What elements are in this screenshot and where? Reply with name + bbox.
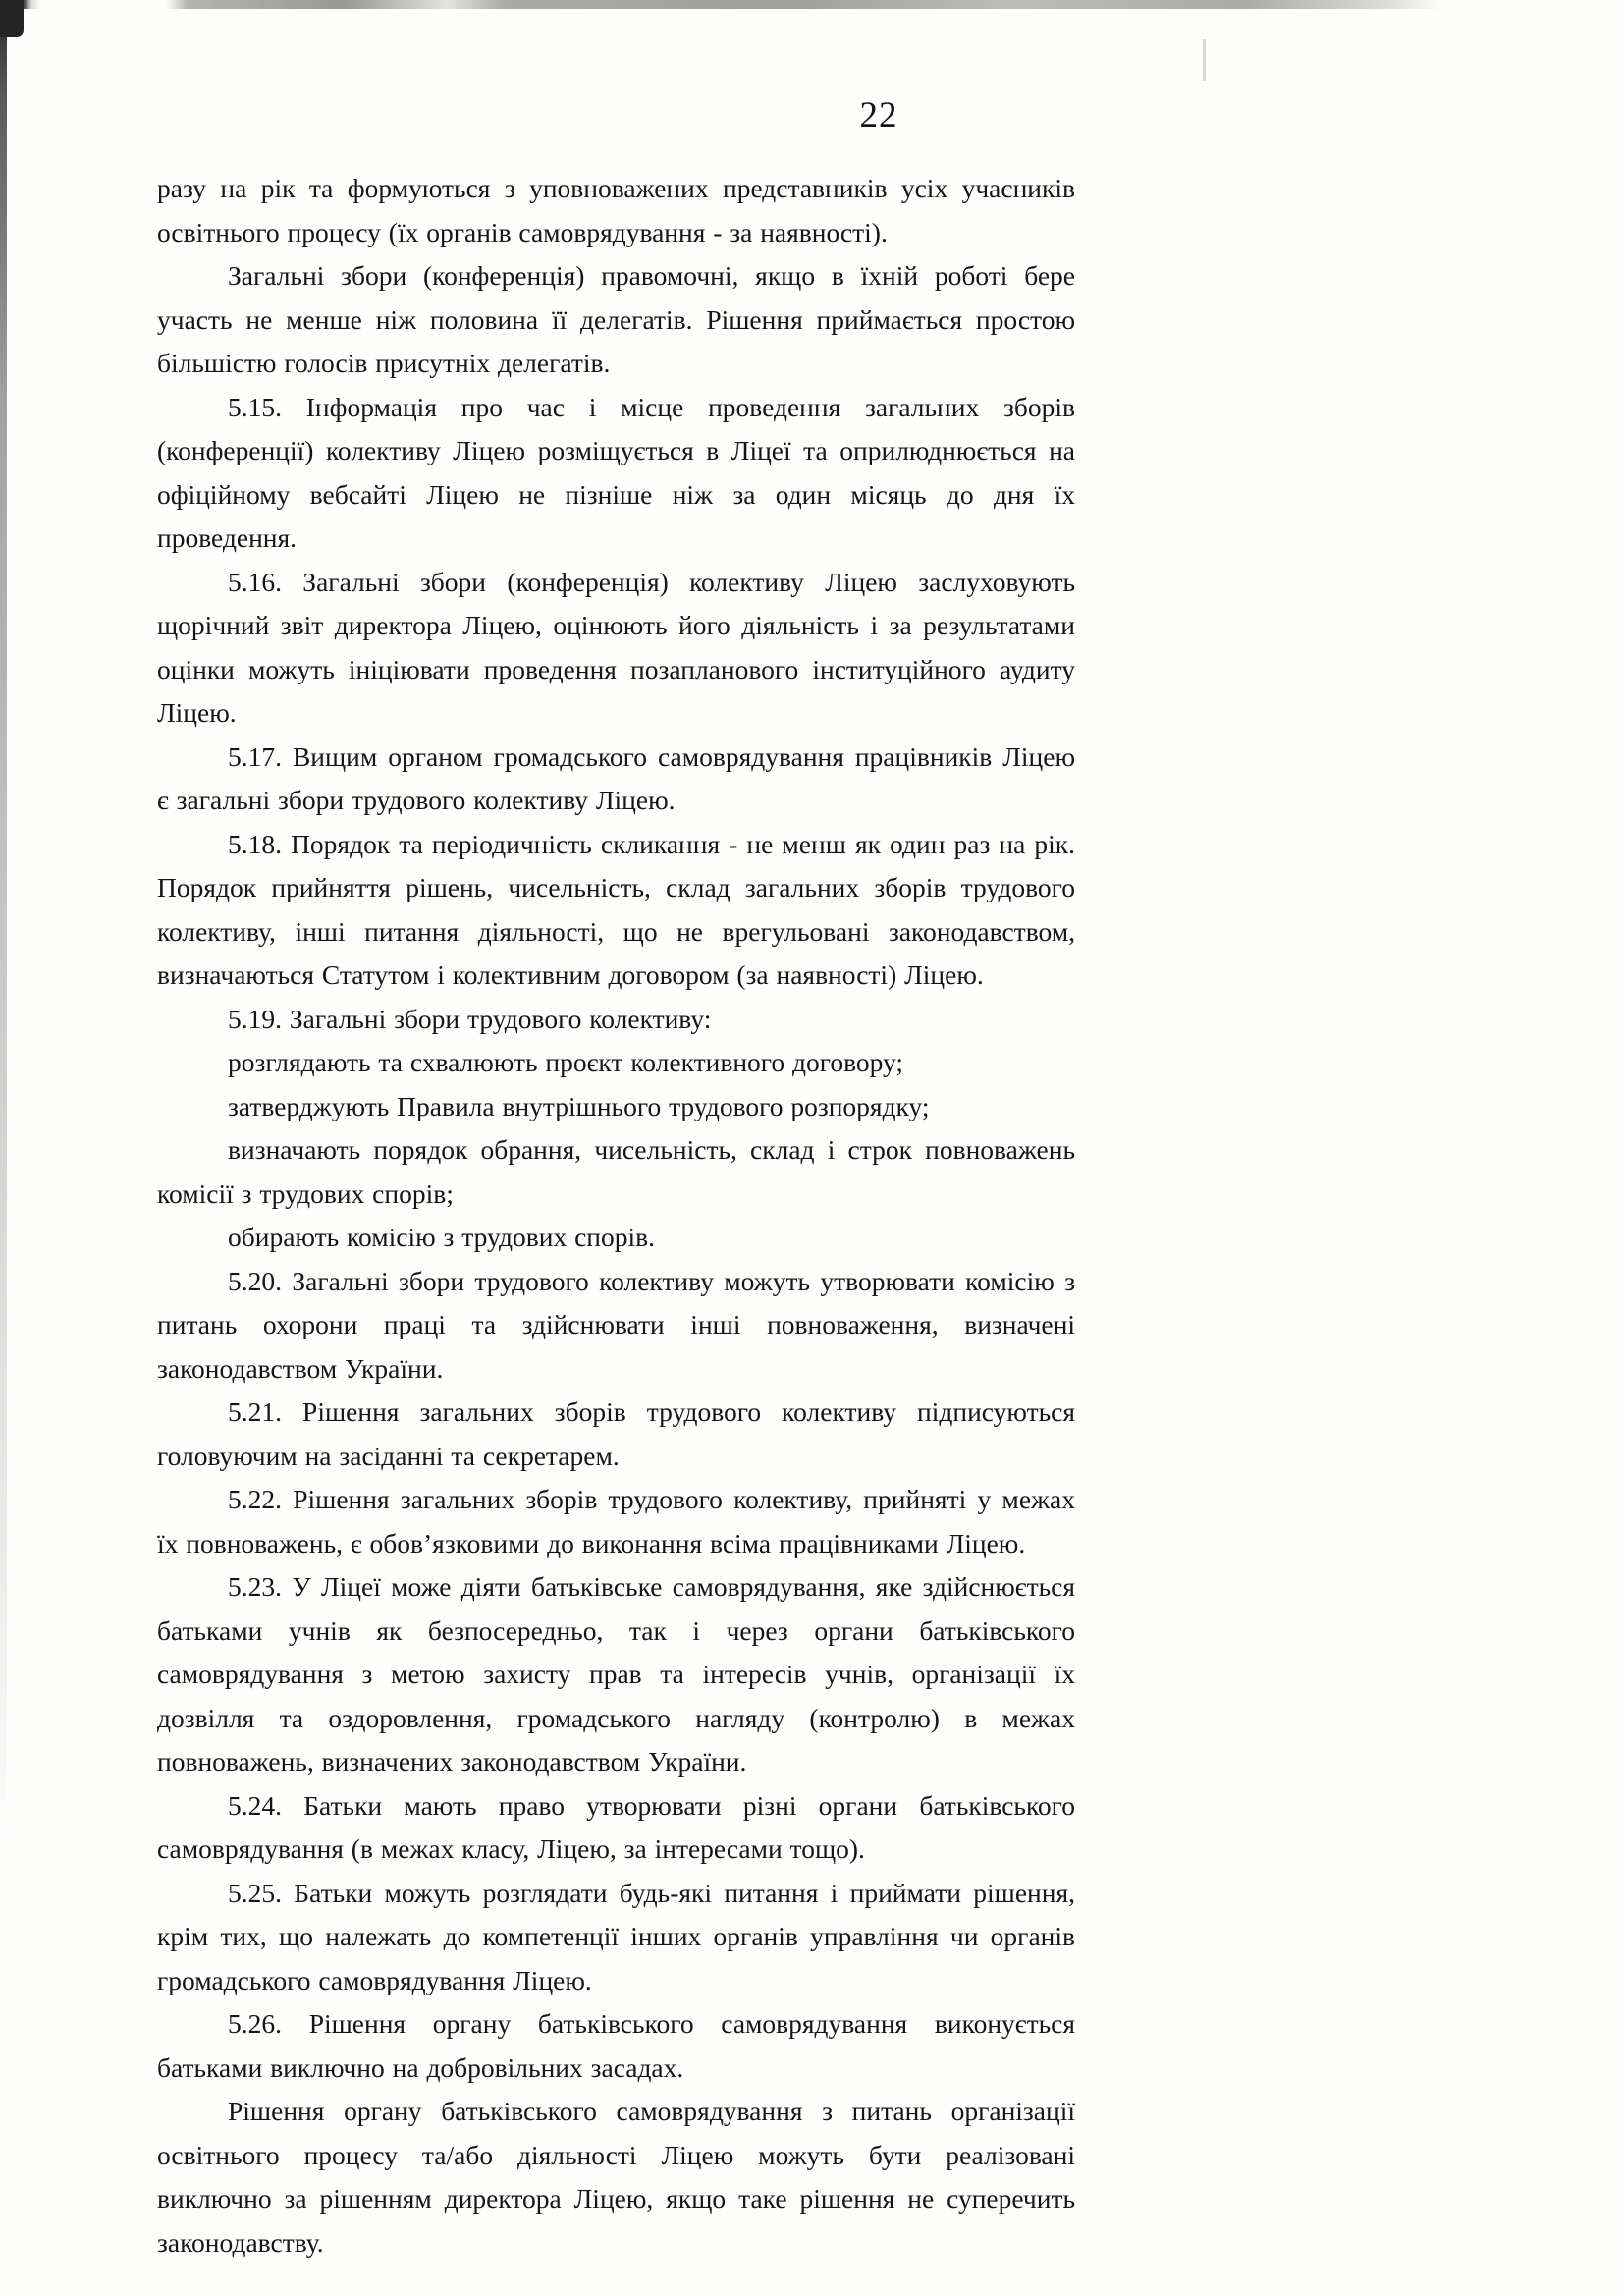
paragraph-5-21: 5.21. Рішення загальних зборів трудового колективу підписуються головуючим на засіданні та секретарем.	[157, 1396, 1075, 1471]
paragraph-5-24: 5.24. Батьки мають право утворювати різні органи батьківського самоврядування (в межах класу, Ліцею, за інтересами тощо).	[157, 1789, 1075, 1864]
paragraph-5-16: 5.16. Загальні збори (конференція) колективу Ліцею заслуховують щорічний звіт директора Ліцею, оцінюють його діяльність і за результатами оцінки можуть ініціювати проведення позапланового інституційного аудиту Ліцею.	[157, 566, 1075, 728]
paragraph-5-18: 5.18. Порядок та періодичність скликання - не менш як один раз на рік. Порядок прийняття рішень, чисельність, склад загальних зборів трудового колективу, інші питання діяльності, що не врегульовані законодавством, визначаються Статутом і колективним договором (за наявності) Ліцею.	[157, 828, 1075, 990]
paragraph-continuation: разу на рік та формуються з уповноважених представників усіх учасників освітнього процесу (їх органів самоврядування - за наявності).	[157, 173, 1075, 247]
paragraph-5-26: 5.26. Рішення органу батьківського самоврядування виконується батьками виключно на добровільних засадах.	[157, 2008, 1075, 2083]
paragraph-5-19-item-1: розглядають та схвалюють проєкт колективного договору;	[228, 1047, 904, 1077]
paragraph-5-19-item-3: визначають порядок обрання, чисельність, склад і строк повноважень комісії з трудових спорів;	[157, 1134, 1075, 1209]
page-number: 22	[859, 95, 898, 136]
paragraph-5-25: 5.25. Батьки можуть розглядати будь-які питання і приймати рішення, крім тих, що належать до компетенції інших органів управління чи органів громадського самоврядування Ліцею.	[157, 1877, 1075, 1995]
paragraph-5-23: 5.23. У Ліцеї може діяти батьківське самоврядування, яке здійснюється батьками учнів як безпосередньо, так і через органи батьківського самоврядування з метою захисту прав та інтересів учнів, організації їх дозвілля та оздоровлення, громадського нагляду (контролю) в межах повноважень, визначених законодавством України.	[157, 1571, 1075, 1777]
scan-artifact-left-edge	[0, 0, 7, 1846]
scan-artifact-top-edge	[0, 0, 1443, 9]
paragraph-5-15: 5.15. Інформація про час і місце проведення загальних зборів (конференції) колективу Ліцею розміщується в Ліцеї та оприлюднюється на офіційному вебсайті Ліцею не пізніше ніж за один місяць до дня їх проведення.	[157, 391, 1075, 553]
paragraph-5-22: 5.22. Рішення загальних зборів трудового колективу, прийняті у межах їх повноважень, є обов’язковими до виконання всіма працівниками Ліцею.	[157, 1484, 1075, 1558]
paragraph-5-17: 5.17. Вищим органом громадського самоврядування працівників Ліцею є загальні збори трудового колективу Ліцею.	[157, 740, 1075, 815]
paragraph-5-19-item-2: затверджують Правила внутрішнього трудового розпорядку;	[228, 1090, 930, 1121]
paragraph-5-19: 5.19. Загальні збори трудового колективу:	[228, 1003, 712, 1034]
scan-artifact-corner	[0, 0, 24, 37]
scan-artifact-speck	[1203, 39, 1206, 81]
paragraph-5-20: 5.20. Загальні збори трудового колективу можуть утворювати комісію з питань охорони праці та здійснювати інші повноваження, визначені законодавством України.	[157, 1265, 1075, 1384]
paragraph-general-meeting-quorum: Загальні збори (конференція) правомочні, якщо в їхній роботі бере участь не менше ніж половина її делегатів. Рішення приймається простою більшістю голосів присутніх делегатів.	[157, 260, 1075, 378]
paragraph-5-19-item-4: обирають комісію з трудових спорів.	[228, 1222, 656, 1252]
document-body	[157, 167, 1075, 2265]
paragraph-5-26-continuation: Рішення органу батьківського самоврядування з питань організації освітнього процесу та/або діяльності Ліцею можуть бути реалізовані виключно за рішенням директора Ліцею, якщо таке рішення не суперечить законодавству.	[157, 2096, 1075, 2258]
